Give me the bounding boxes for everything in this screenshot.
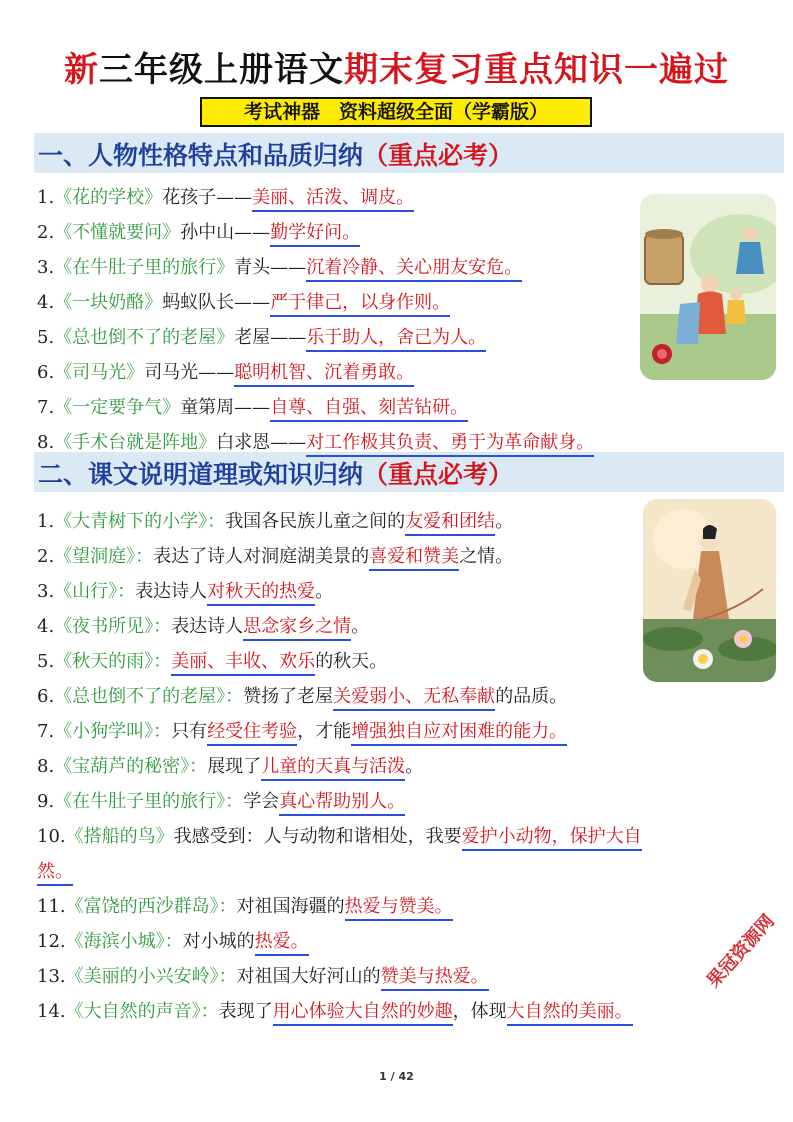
list-item: 1.《花的学校》花孩子——美丽、活泼、调皮。 — [37, 183, 414, 209]
list-item: 13.《美丽的小兴安岭》：对祖国大好河山的赞美与热爱。 — [37, 962, 489, 988]
list-item: 12.《海滨小城》：对小城的热爱。 — [37, 927, 309, 953]
list-item: 5.《总也倒不了的老屋》老屋——乐于助人，舍己为人。 — [37, 323, 486, 349]
list-item: 8.《手术台就是阵地》白求恩——对工作极其负责、勇于为革命献身。 — [37, 428, 594, 454]
section-title: 二、课文说明道理或知识归纳 — [38, 460, 364, 489]
page-title — [0, 42, 793, 91]
list-item: 5.《秋天的雨》：美丽、丰收、欢乐的秋天。 — [37, 647, 387, 673]
highlight-badge: 考试神器 资料超级全面（学霸版） — [200, 97, 592, 127]
section-title: 一、人物性格特点和品质归纳 — [38, 141, 364, 170]
section-note: （重点必考） — [363, 141, 514, 170]
watermark: 果冠资源网 — [702, 910, 779, 992]
illustration-children-playing — [640, 194, 776, 380]
list-item: 3.《山行》：表达诗人对秋天的热爱。 — [37, 577, 333, 603]
list-item: 6.《总也倒不了的老屋》：赞扬了老屋关爱弱小、无私奉献的品质。 — [37, 682, 567, 708]
list-item: 9.《在牛肚子里的旅行》：学会真心帮助别人。 — [37, 787, 405, 813]
title-part-2: 三年级上册语文 — [99, 50, 344, 90]
list-item: 8.《宝葫芦的秘密》：展现了儿童的天真与活泼。 — [37, 752, 423, 778]
list-item-continuation: 然。 — [37, 857, 73, 883]
list-item: 7.《小狗学叫》：只有经受住考验，才能增强独自应对困难的能力。 — [37, 717, 567, 743]
list-item: 2.《望洞庭》：表达了诗人对洞庭湖美景的喜爱和赞美之情。 — [37, 542, 513, 568]
list-item: 6.《司马光》司马光——聪明机智、沉着勇敢。 — [37, 358, 414, 384]
section-note: （重点必考） — [363, 460, 514, 489]
list-item: 2.《不懂就要问》孙中山——勤学好问。 — [37, 218, 360, 244]
list-item: 1.《大青树下的小学》：我国各民族儿童之间的友爱和团结。 — [37, 507, 513, 533]
list-item: 4.《一块奶酪》蚂蚁队长——严于律己，以身作则。 — [37, 288, 450, 314]
list-item: 3.《在牛肚子里的旅行》青头——沉着冷静、关心朋友安危。 — [37, 253, 522, 279]
list-item: 10.《搭船的鸟》我感受到：人与动物和谐相处，我要爱护小动物，保护大自 — [37, 822, 642, 848]
list-item: 4.《夜书所见》：表达诗人思念家乡之情。 — [37, 612, 369, 638]
list-item: 14.《大自然的声音》：表现了用心体验大自然的妙趣，体现大自然的美丽。 — [37, 997, 633, 1023]
list-item: 11.《富饶的西沙群岛》：对祖国海疆的热爱与赞美。 — [37, 892, 453, 918]
section-header-lessons — [34, 452, 784, 492]
list-item: 7.《一定要争气》童第周——自尊、自强、刻苦钻研。 — [37, 393, 468, 419]
title-part-3: 期末复习重点知识一遍过 — [344, 50, 729, 90]
title-part-1: 新 — [64, 50, 99, 90]
section-header-characters — [34, 133, 784, 173]
illustration-girl-lotus — [643, 499, 776, 682]
page-number: 1 / 42 — [379, 1070, 414, 1083]
